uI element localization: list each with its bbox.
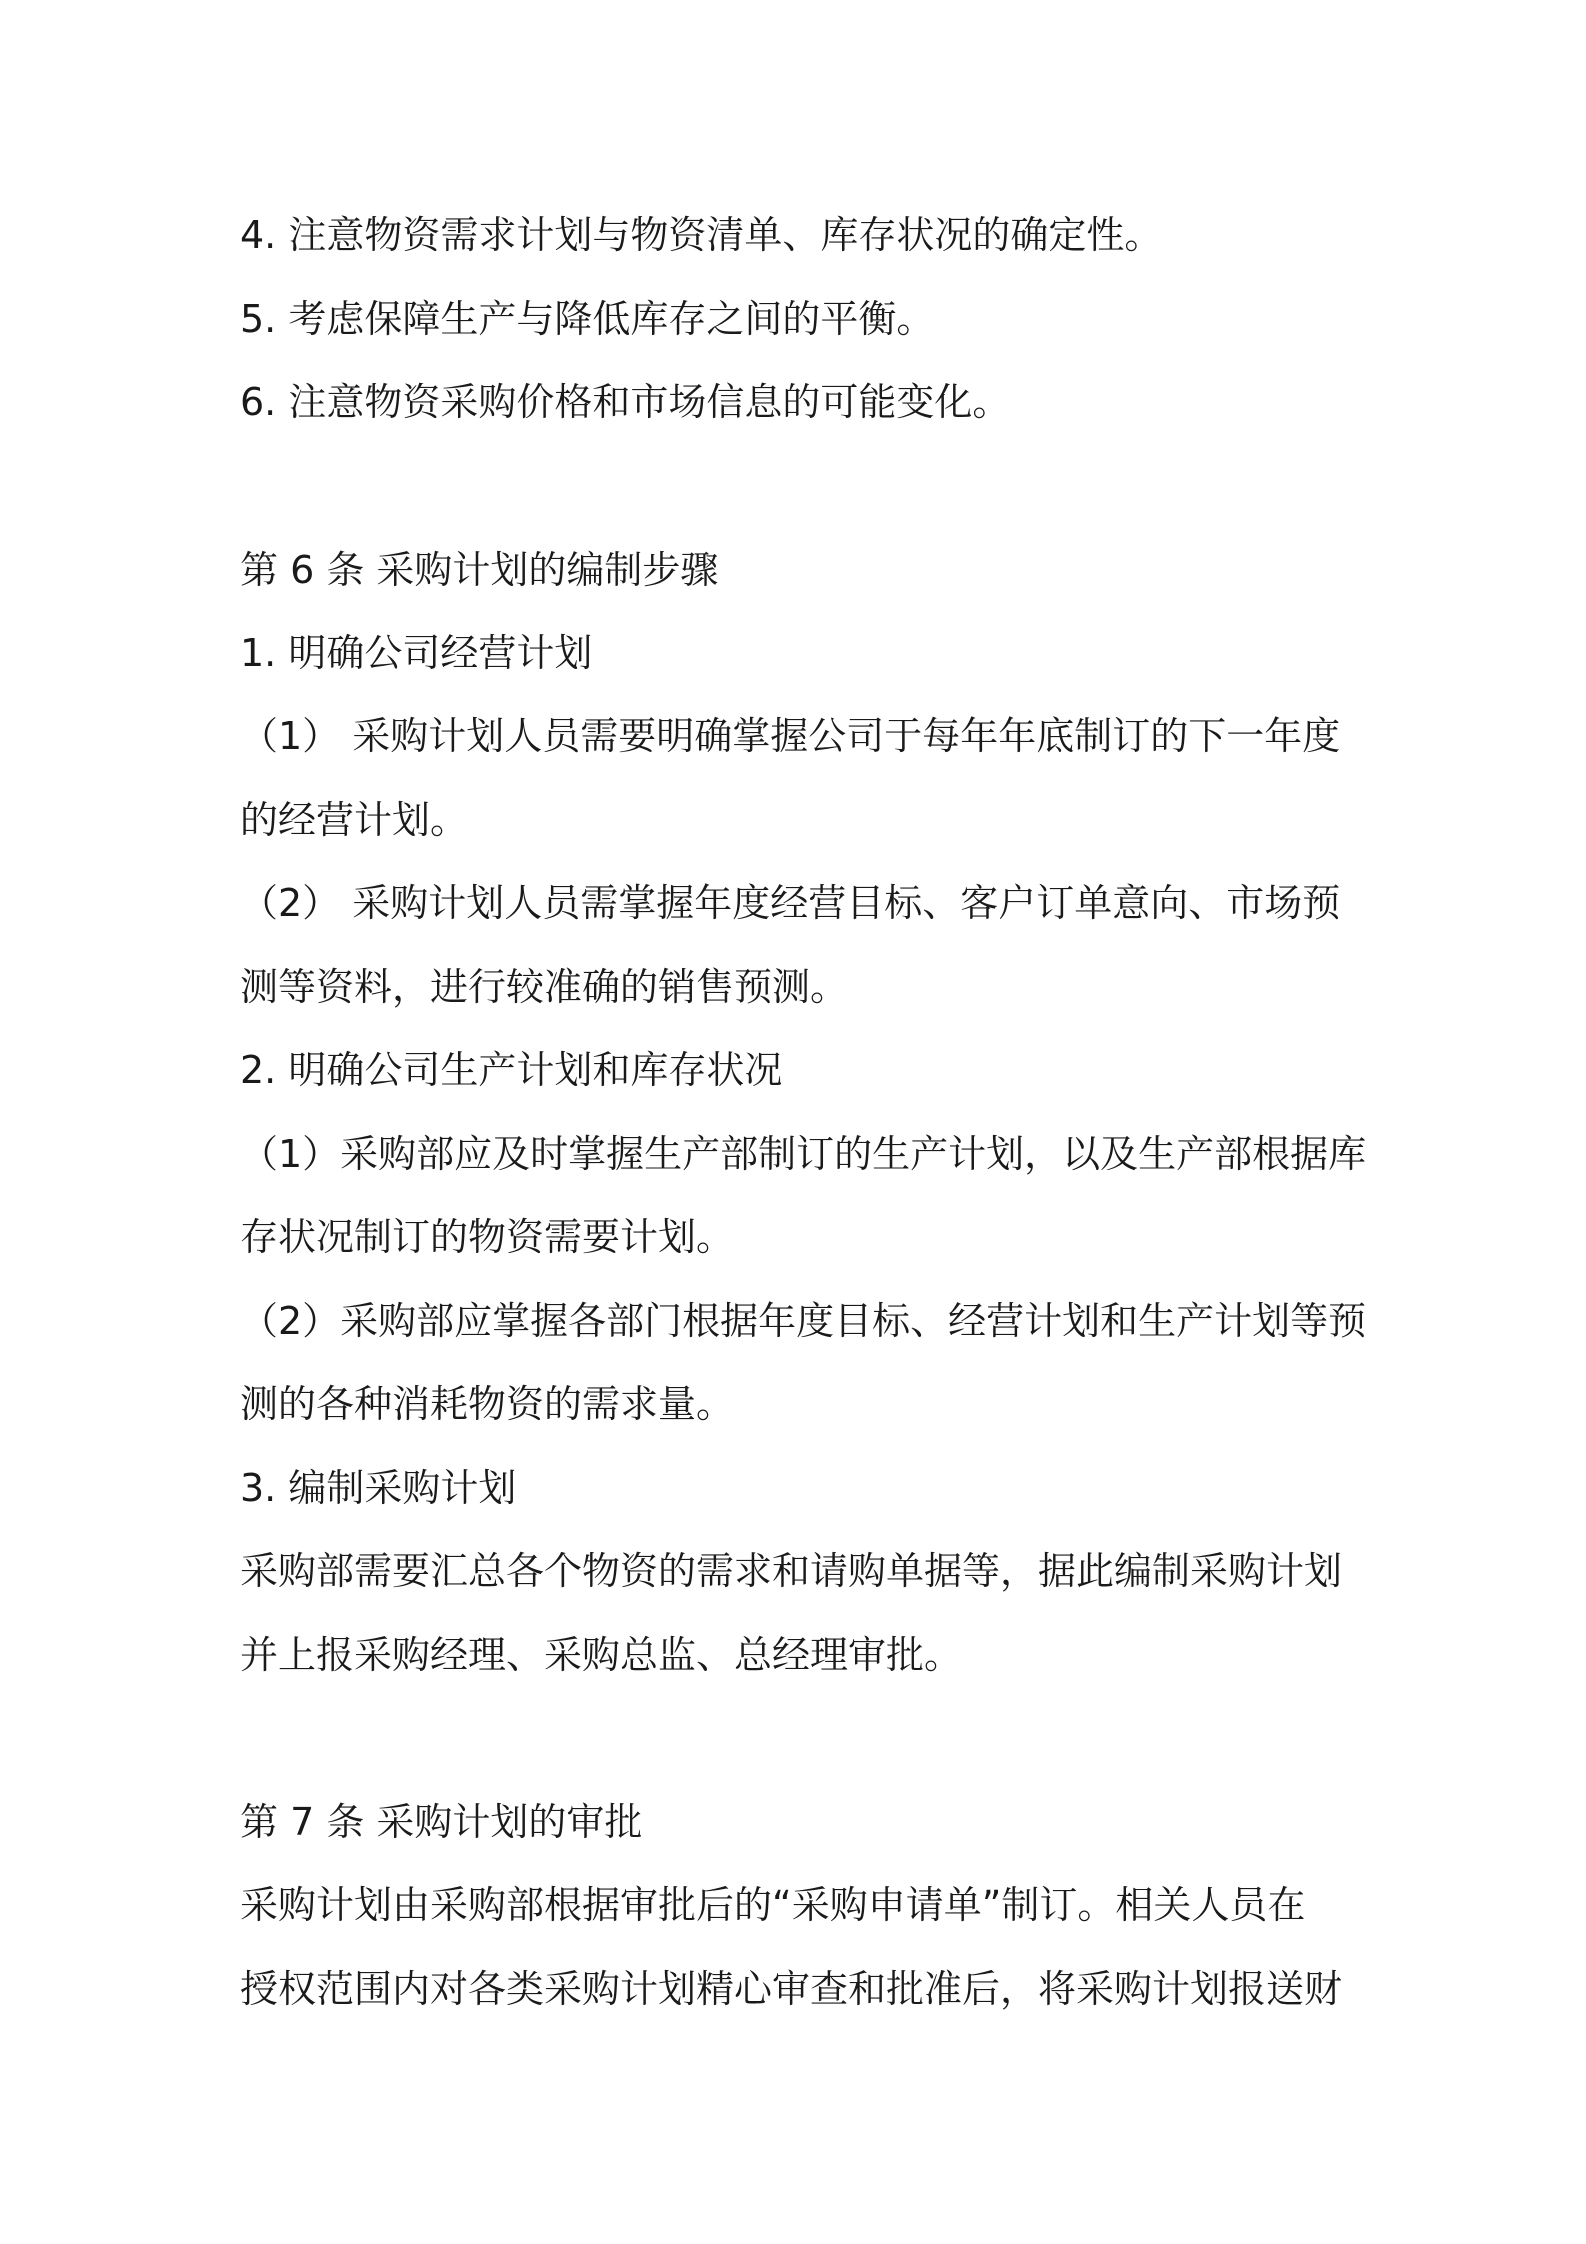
subheading-1: 1. 明确公司经营计划 [240, 631, 593, 675]
paragraph-line: 存状况制订的物资需要计划。 [240, 1215, 735, 1259]
paragraph-line: 采购部需要汇总各个物资的需求和请购单据等，据此编制采购计划 [240, 1549, 1343, 1593]
subheading-3: 3. 编制采购计划 [240, 1466, 517, 1510]
paragraph-line: （2）采购部应掌握各部门根据年度目标、经营计划和生产计划等预 [240, 1299, 1367, 1343]
list-item-6: 6. 注意物资采购价格和市场信息的可能变化。 [240, 380, 1011, 424]
paragraph-line: 授权范围内对各类采购计划精心审查和批准后，将采购计划报送财 [240, 1967, 1343, 2011]
paragraph-line: （2） 采购计划人员需掌握年度经营目标、客户订单意向、市场预 [240, 881, 1341, 925]
paragraph-line: 测的各种消耗物资的需求量。 [240, 1382, 735, 1426]
list-item-5: 5. 考虑保障生产与降低库存之间的平衡。 [240, 297, 935, 341]
paragraph-line: 测等资料，进行较准确的销售预测。 [240, 965, 849, 1009]
paragraph-line: 采购计划由采购部根据审批后的“采购申请单”制订。相关人员在 [240, 1883, 1306, 1927]
list-item-4: 4. 注意物资需求计划与物资清单、库存状况的确定性。 [240, 213, 1163, 257]
paragraph-line: 并上报采购经理、采购总监、总经理审批。 [240, 1633, 963, 1677]
paragraph-line: （1）采购部应及时掌握生产部制订的生产计划，以及生产部根据库 [240, 1132, 1367, 1176]
section-heading-article-7: 第 7 条 采购计划的审批 [240, 1800, 643, 1844]
paragraph-line: 的经营计划。 [240, 798, 469, 842]
section-heading-article-6: 第 6 条 采购计划的编制步骤 [240, 548, 719, 592]
paragraph-line: （1） 采购计划人员需要明确掌握公司于每年年底制订的下一年度 [240, 714, 1341, 758]
subheading-2: 2. 明确公司生产计划和库存状况 [240, 1048, 783, 1092]
